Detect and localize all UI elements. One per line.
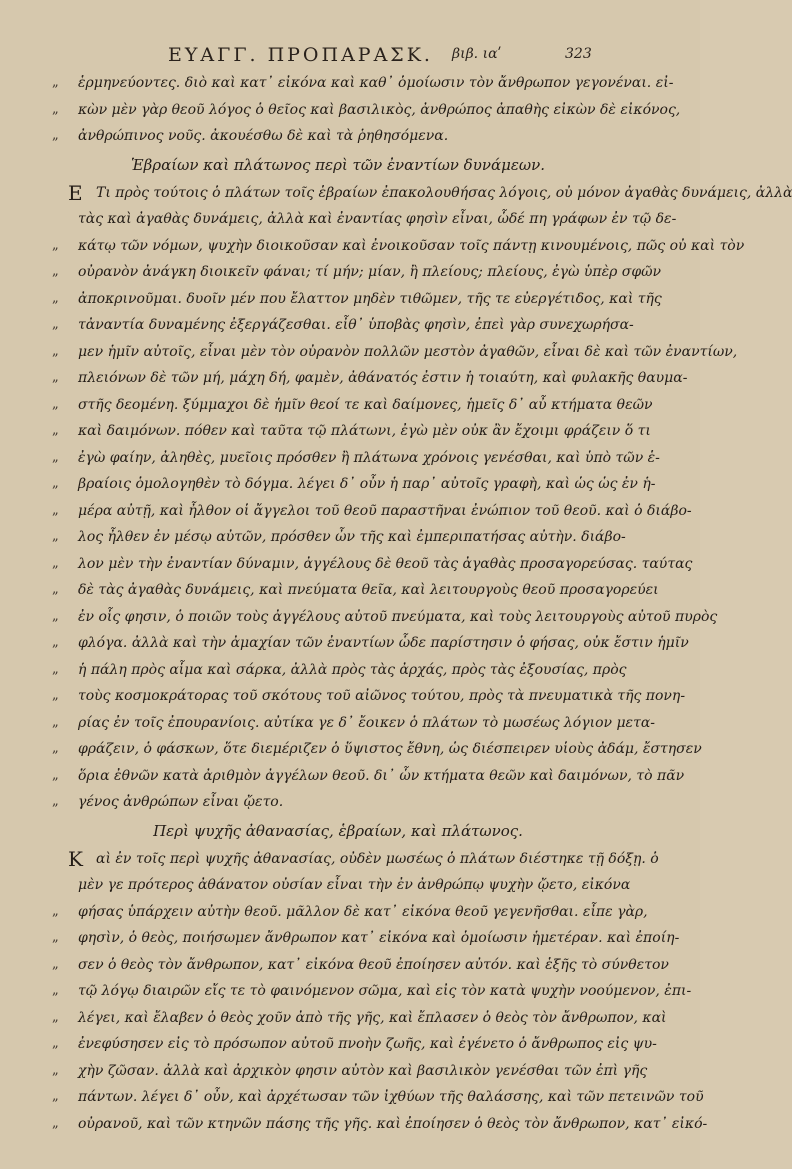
quotation-mark: „: [52, 476, 59, 491]
text-line: [52, 1058, 648, 1085]
text-line: [52, 97, 681, 124]
line-text: βραίοις ὁμολογηθὲν τὸ δόγμα. λέγει δ᾽ οὖν ἡ παρ᾽ αὐτοῖς γραφὴ, καὶ ὡς ὡς ἐν ἡ-: [78, 476, 656, 492]
line-text: αὶ ἐν τοῖς περὶ ψυχῆς ἀθανασίας, οὐδὲν μωσέως ὁ πλάτων διέστηκε τῇ δόξῃ. ὁ: [96, 850, 659, 867]
quotation-mark: „: [52, 343, 59, 359]
line-text: μὲν γε πρότερος ἀθάνατον οὐσίαν εἶναι τὴν ἐν ἀνθρώπῳ ψυχὴν ᾤετο, εἰκόνα: [78, 877, 631, 893]
text-line: [52, 604, 718, 631]
text-line: [52, 952, 669, 979]
line-text: πλειόνων δὲ τῶν μή, μάχη δή, φαμὲν, ἀθάνατός ἐστιν ἡ τοιαύτη, καὶ φυλακῆς θαυμα-: [78, 370, 688, 386]
line-text: χὴν ζῶσαν. ἀλλὰ καὶ ἀρχικὸν φησιν αὐτὸν καὶ βασιλικὸν γενέσθαι τῶν ἐπὶ γῆς: [78, 1062, 648, 1079]
section-heading: Περὶ ψυχῆς ἀθανασίας, ἑβραίων, καὶ πλάτωνος.: [153, 821, 523, 840]
quotation-mark: „: [52, 635, 59, 650]
text-line: [68, 846, 659, 873]
line-text: ἀποκρινοῦμαι. δυοῖν μέν που ἔλαττον μηδὲν τιθῶμεν, τῆς τε εὐεργέτιδος, καὶ τῆς: [78, 290, 662, 307]
line-text: μεν ἡμῖν αὐτοῖς, εἶναι μὲν τὸν οὐρανὸν πολλῶν μεστὸν ἀγαθῶν, εἶναι δὲ καὶ τῶν ἐναντίων,: [78, 343, 738, 360]
text-line: [52, 123, 598, 150]
line-text: οὐρανὸν ἀνάγκη διοικεῖν φάναι; τί μήν; μίαν, ἢ πλείους; πλείους, ἐγὼ ὑπὲρ σφῶν: [78, 264, 662, 280]
quotation-mark: „: [52, 608, 59, 624]
line-text: τῷ λόγῳ διαιρῶν εἴς τε τὸ φαινόμενον σῶμα, καὶ εἰς τὸν κατὰ ψυχὴν νοούμενον, ἐπι-: [78, 983, 692, 999]
text-line: [52, 339, 738, 366]
quotation-mark: „: [52, 582, 59, 597]
line-text: ἐν οἷς φησιν, ὁ ποιῶν τοὺς ἀγγέλους αὐτοῦ πνεύματα, καὶ τοὺς λειτουργοὺς αὐτοῦ πυρὸς: [78, 608, 718, 625]
quotation-mark: „: [52, 1009, 59, 1025]
quotation-mark: „: [52, 370, 59, 385]
text-line: [52, 577, 659, 604]
quotation-mark: „: [52, 767, 59, 783]
text-line: [52, 233, 745, 260]
line-text: φησὶν, ὁ θεὸς, ποιήσωμεν ἄνθρωπον κατ᾽ εἰκόνα καὶ ὁμοίωσιν ἡμετέραν. καὶ ἐποίη-: [78, 930, 680, 946]
text-line: [52, 710, 656, 737]
section-heading: Ἑβραίων καὶ πλάτωνος περὶ τῶν ἐναντίων δυνάμεων.: [130, 155, 546, 174]
line-text: κὼν μὲν γὰρ θεοῦ λόγος ὁ θεῖος καὶ βασιλικὸς, ἀνθρώπος ἀπαθὴς εἰκὼν δὲ εἰκόνος,: [78, 101, 681, 118]
running-head: ΕΥΑΓΓ. ΠΡΟΠΑΡΑΣΚ.: [168, 44, 433, 66]
text-line: [52, 1111, 708, 1138]
line-text: ρίας ἐν τοῖς ἐπουρανίοις. αὐτίκα γε δ᾽ ἔοικεν ὁ πλάτων τὸ μωσέως λόγιον μετα-: [78, 714, 656, 731]
text-line: [52, 657, 627, 684]
quotation-mark: „: [52, 449, 59, 465]
line-text: γένος ἀνθρώπων εἶναι ᾤετο.: [78, 794, 284, 810]
text-line: [52, 498, 692, 525]
text-line: [52, 365, 688, 392]
line-text: Τι πρὸς τούτοις ὁ πλάτων τοῖς ἑβραίων ἐπακολουθήσας λόγοις, οὐ μόνον ἀγαθὰς δυνάμεις, ἀλλὰ: [96, 184, 792, 201]
initial-letter: Κ: [68, 846, 83, 871]
line-text: ἐγὼ φαίην, ἀληθὲς, μυεῖοις πρόσθεν ἢ πλάτωνα χρόνοις γενέσθαι, καὶ ὑπὸ τῶν ἑ-: [78, 449, 660, 466]
quotation-mark: „: [52, 264, 59, 279]
text-line: [52, 286, 662, 313]
line-text: λος ἦλθεν ἐν μέσῳ αὐτῶν, πρόσθεν ὦν τῆς καὶ ἐμπεριπατήσας αὐτὴν. διάβο-: [78, 529, 626, 545]
text-line: [52, 925, 680, 952]
line-text: οὐρανοῦ, καὶ τῶν κτηνῶν πάσης τῆς γῆς. καὶ ἐποίησεν ὁ θεὸς τὸν ἄνθρωπον, κατ᾽ εἰκό-: [78, 1115, 708, 1132]
quotation-mark: „: [52, 1062, 59, 1078]
line-text: φλόγα. ἀλλὰ καὶ τὴν ἀμαχίαν τῶν ἐναντίων ὧδε παρίστησιν ὁ φήσας, οὐκ ἔστιν ἡμῖν: [78, 635, 689, 651]
line-text: ἀνθρώπινος νοῦς. ἀκουέσθω δὲ καὶ τὰ ῥηθησόμενα.: [78, 128, 449, 144]
text-line: [52, 418, 651, 445]
line-text: τὰς καὶ ἀγαθὰς δυνάμεις, ἀλλὰ καὶ ἐναντίας φησὶν εἶναι, ὧδέ πη γράφων ἐν τῷ δε-: [78, 211, 677, 227]
line-text: τἀναντία δυναμένης ἐξεργάζεσθαι. εἶθ᾽ ὑποβὰς φησὶν, ἐπεὶ γὰρ συνεχωρήσα-: [78, 317, 634, 333]
text-line: [78, 206, 677, 233]
quotation-mark: „: [52, 903, 59, 919]
quotation-mark: „: [52, 290, 59, 306]
line-text: πάντων. λέγει δ᾽ οὖν, καὶ ἀρχέτωσαν τῶν ἰχθύων τῆς θαλάσσης, καὶ τῶν πετεινῶν τοῦ: [78, 1089, 704, 1105]
quotation-mark: „: [52, 983, 59, 998]
line-text: φήσας ὑπάρχειν αὐτὴν θεοῦ. μᾶλλον δὲ κατ᾽ εἰκόνα θεοῦ γεγενῆσθαι. εἶπε γὰρ,: [78, 903, 648, 920]
quotation-mark: „: [52, 661, 59, 677]
line-text: λον μὲν τὴν ἐναντίαν δύναμιν, ἀγγέλους δὲ θεοῦ τὰς ἀγαθὰς προσαγορεύσας. ταύτας: [78, 555, 693, 572]
text-line: [52, 630, 689, 657]
quotation-mark: „: [52, 317, 59, 332]
line-text: σεν ὁ θεὸς τὸν ἄνθρωπον, κατ᾽ εἰκόνα θεοῦ ἐποίησεν αὐτόν. καὶ ἑξῆς τὸ σύνθετον: [78, 956, 669, 973]
text-line: [68, 180, 792, 207]
line-text: μέρα αὐτῇ, καὶ ἦλθον οἱ ἄγγελοι τοῦ θεοῦ παραστῆναι ἐνώπιον τοῦ θεοῦ. καὶ ὁ διάβο-: [78, 502, 692, 519]
line-text: λέγει, καὶ ἔλαβεν ὁ θεὸς χοῦν ἀπὸ τῆς γῆς, καὶ ἔπλασεν ὁ θεὸς τὸν ἄνθρωπον, καὶ: [78, 1009, 667, 1026]
quotation-mark: „: [52, 1089, 59, 1104]
line-text: καὶ δαιμόνων. πόθεν καὶ ταῦτα τῷ πλάτωνι, ἐγὼ μὲν οὐκ ἂν ἔχοιμι φράζειν ὅ τι: [78, 423, 651, 439]
quotation-mark: „: [52, 555, 59, 571]
text-line: [52, 1031, 657, 1058]
text-line: [52, 763, 685, 790]
quotation-mark: „: [52, 529, 59, 544]
quotation-mark: „: [52, 396, 59, 412]
text-line: [52, 70, 674, 97]
main-text: [52, 70, 792, 1137]
line-text: ἑρμηνεύοντες. διὸ καὶ κατ᾽ εἰκόνα καὶ καθ᾽ ὁμοίωσιν τὸν ἄνθρωπον γεγονέναι. εἰ-: [78, 75, 674, 91]
text-line: [52, 899, 648, 926]
text-line: [78, 872, 631, 899]
line-text: φράζειν, ὁ φάσκων, ὅτε διεμέριζεν ὁ ὕψιστος ἔθνη, ὡς διέσπειρεν υἱοὺς ἀδάμ, ἔστησεν: [78, 741, 702, 757]
line-text: ὅρια ἐθνῶν κατὰ ἀριθμὸν ἀγγέλων θεοῦ. δι᾽ ὧν κτήματα θεῶν καὶ δαιμόνων, τὸ πᾶν: [78, 767, 685, 784]
text-line: [52, 259, 662, 286]
quotation-mark: „: [52, 794, 59, 809]
text-line: [52, 978, 692, 1005]
line-text: στῆς δεομένη. ξύμμαχοι δὲ ἡμῖν θεοί τε καὶ δαίμονες, ἡμεῖς δ᾽ αὖ κτήματα θεῶν: [78, 396, 653, 413]
text-line: [52, 683, 686, 710]
line-text: κάτῳ τῶν νόμων, ψυχὴν διοικοῦσαν καὶ ἐνοικοῦσαν τοῖς πάντῃ κινουμένοις, πῶς οὐ καὶ τὸν: [78, 237, 745, 254]
line-text: ἡ πάλη πρὸς αἷμα καὶ σάρκα, ἀλλὰ πρὸς τὰς ἀρχάς, πρὸς τὰς ἐξουσίας, πρὸς: [78, 661, 627, 678]
initial-letter: Ε: [68, 180, 83, 205]
text-line: [52, 1005, 667, 1032]
quotation-mark: „: [52, 101, 59, 117]
quotation-mark: „: [52, 1115, 59, 1131]
text-line: [52, 471, 656, 498]
text-line: [52, 312, 634, 339]
quotation-mark: „: [52, 237, 59, 253]
quotation-mark: „: [52, 741, 59, 756]
book-reference: βιβ. ιαʹ: [452, 46, 502, 62]
text-line: [52, 551, 693, 578]
line-text: δὲ τὰς ἀγαθὰς δυνάμεις, καὶ πνεύματα θεῖα, καὶ λειτουργοὺς θεοῦ προσαγορεύει: [78, 582, 659, 598]
text-line: [52, 392, 653, 419]
line-text: τοὺς κοσμοκράτορας τοῦ σκότους τοῦ αἰῶνος τούτου, πρὸς τὰ πνευματικὰ τῆς πονη-: [78, 688, 686, 704]
quotation-mark: „: [52, 714, 59, 730]
line-text: ἐνεφύσησεν εἰς τὸ πρόσωπον αὐτοῦ πνοὴν ζωῆς, καὶ ἐγένετο ὁ ἄνθρωπος εἰς ψυ-: [78, 1036, 657, 1052]
text-line: [52, 736, 702, 763]
page-number: 323: [565, 46, 592, 62]
text-line: [52, 445, 660, 472]
quotation-mark: „: [52, 930, 59, 945]
text-line: [52, 1084, 704, 1111]
text-line: [52, 789, 598, 816]
quotation-mark: „: [52, 128, 59, 143]
page-header: [0, 40, 700, 72]
quotation-mark: „: [52, 1036, 59, 1051]
quotation-mark: „: [52, 502, 59, 518]
quotation-mark: „: [52, 688, 59, 703]
quotation-mark: „: [52, 75, 59, 90]
text-line: [52, 524, 626, 551]
quotation-mark: „: [52, 423, 59, 438]
quotation-mark: „: [52, 956, 59, 972]
